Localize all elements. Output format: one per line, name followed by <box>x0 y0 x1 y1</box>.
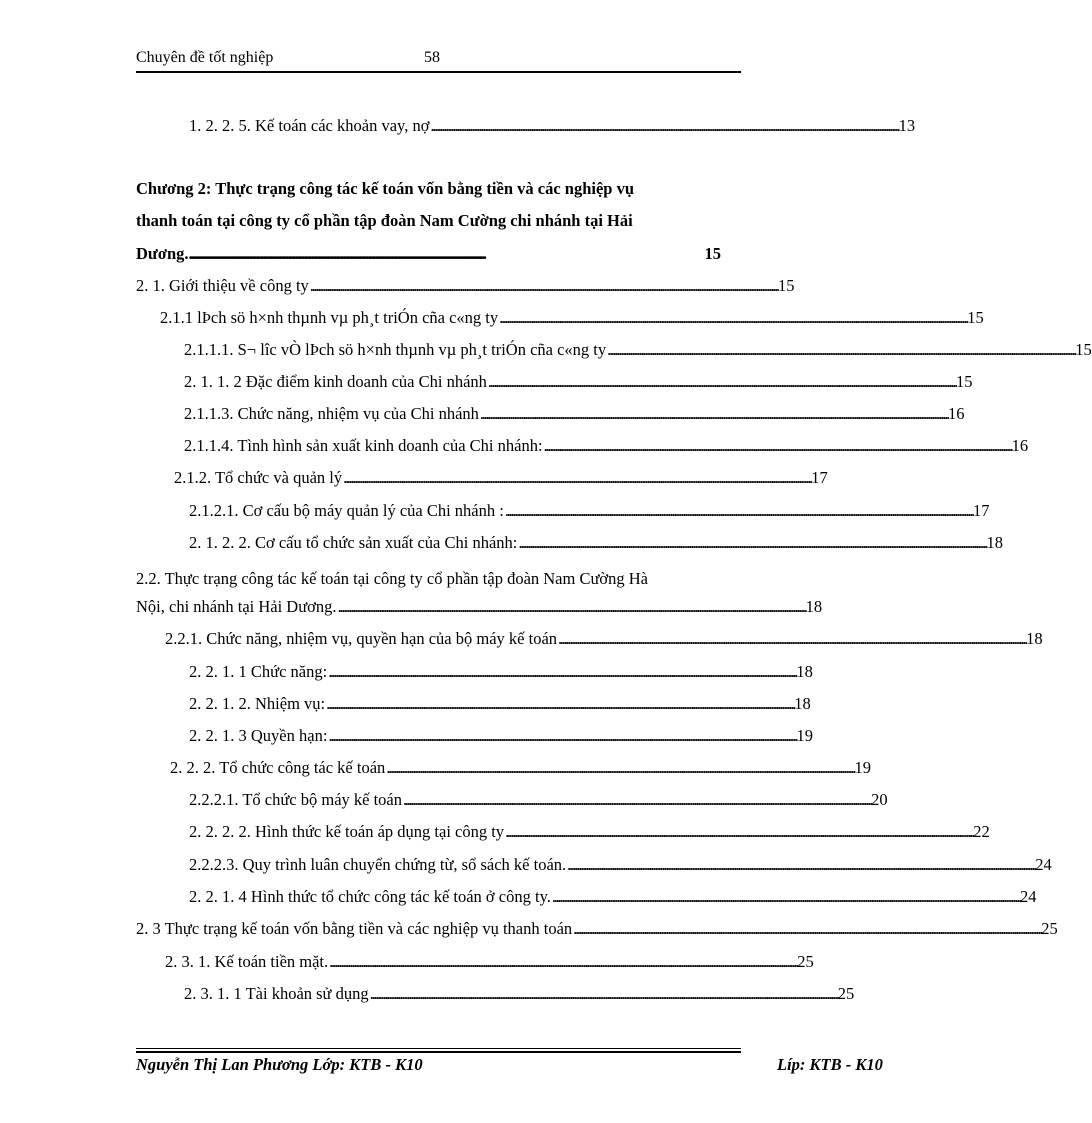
toc-entry-page: 18 <box>794 694 811 713</box>
leader-dots <box>544 434 1011 458</box>
toc-entry-page: 17 <box>811 468 828 487</box>
toc-entry-2-2-2-3[interactable] <box>189 853 1052 877</box>
leader-dots <box>518 531 985 555</box>
footer-author: Nguyễn Thị Lan Phương Lớp: KTB - K10 <box>136 1055 423 1074</box>
toc-entry-page: 25 <box>837 984 855 1003</box>
toc-entry-2-1-1-1[interactable] <box>184 338 1092 362</box>
toc-entry-text: 2. 2. 1. 4 Hình thức tổ chức công tác kế toán ở công ty. <box>189 887 551 906</box>
chapter-page: 15 <box>704 244 721 263</box>
leader-dots <box>552 885 1019 909</box>
toc-entry-2-3-1[interactable] <box>165 950 814 974</box>
leader-dots <box>328 724 795 748</box>
chapter-2-heading-end[interactable] <box>136 241 721 267</box>
toc-entry-text: 2.1.1 lÞch sö h×nh thµnh vµ ph¸t triÓn cña c«ng ty <box>160 308 499 327</box>
footer-class-label: Líp: KTB - K10 <box>777 1055 883 1074</box>
toc-entry-2-2-2[interactable] <box>170 756 871 780</box>
chapter-line-3: Dương. <box>136 244 189 263</box>
toc-entry-1-2-2-5[interactable] <box>189 114 916 138</box>
toc-entry-page: 18 <box>986 533 1003 552</box>
chapter-2-heading[interactable] <box>136 173 741 238</box>
toc-entry-page: 18 <box>796 662 813 681</box>
toc-entry-text: 2. 1. Giới thiệu về công ty <box>136 276 309 295</box>
leader-dots <box>310 274 777 298</box>
toc-entry-text: 2. 2. 2. Tổ chức công tác kế toán <box>170 758 386 777</box>
toc-entry-page: 15 <box>967 308 984 327</box>
toc-entry-text: 2.1.2.1. Cơ cấu bộ máy quản lý của Chi nhánh : <box>189 501 504 520</box>
toc-entry-page: 24 <box>1020 887 1037 906</box>
toc-entry-page: 15 <box>956 372 973 391</box>
toc-entry-text: 2. 2. 1. 2. Nhiệm vụ: <box>189 694 326 713</box>
toc-entry-text: 2. 3. 1. Kế toán tiền mặt. <box>165 952 329 971</box>
toc-entry-page: 16 <box>1011 436 1029 455</box>
toc-entry-text: 2. 1. 2. 2. Cơ cấu tổ chức sản xuất của Chi nhánh: <box>189 533 518 552</box>
toc-entry-2-2-2-1[interactable] <box>189 788 888 812</box>
leader-dots <box>386 756 853 780</box>
header-title: Chuyên đề tốt nghiệp <box>136 49 274 66</box>
toc-entry-page: 18 <box>805 597 823 616</box>
toc-entry-2-1-1-3[interactable] <box>184 402 965 426</box>
toc-entry-2-2[interactable] <box>136 563 741 595</box>
toc-entry-text: 2. 2. 1. 3 Quyền hạn: <box>189 726 328 745</box>
header-page-number: 58 <box>424 49 440 66</box>
toc-entry-page: 18 <box>1026 629 1043 648</box>
toc-entry-2-2-1-3[interactable] <box>189 724 814 748</box>
toc-entry-2-1-1[interactable] <box>160 306 984 330</box>
toc-entry-2-2-cont[interactable] <box>136 595 823 619</box>
leader-dots <box>499 306 966 330</box>
toc-entry-text: 2.1.1.4. Tình hình sản xuất kinh doanh của Chi nhánh: <box>184 436 543 455</box>
leader-dots <box>480 402 947 426</box>
toc-entry-text: 2. 2. 1. 1 Chức năng: <box>189 662 328 681</box>
leader-dots <box>567 853 1034 877</box>
toc-entry-page: 15 <box>777 276 795 295</box>
toc-entry-2-2-1-2[interactable] <box>189 692 811 716</box>
toc-entry-2-1-1-4[interactable] <box>184 434 1029 458</box>
leader-dots <box>189 241 705 267</box>
leader-dots <box>607 338 1074 362</box>
toc-entry-text: 2.2.2.3. Quy trình luân chuyển chứng từ, sổ sách kế toán. <box>189 855 567 874</box>
toc-entry-page: 13 <box>898 116 916 135</box>
toc-entry-text: 1. 2. 2. 5. Kế toán các khoản vay, nợ <box>189 116 430 135</box>
toc-entry-text: 2.1.2. Tổ chức và quản lý <box>174 468 343 487</box>
toc-entry-2-1[interactable] <box>136 274 795 298</box>
toc-entry-text: 2. 3. 1. 1 Tài khoản sử dụng <box>184 984 369 1003</box>
toc-entry-text: 2. 3 Thực trạng kế toán vốn bằng tiền và các nghiệp vụ thanh toán <box>136 919 573 938</box>
leader-dots <box>573 917 1040 941</box>
page-header <box>136 49 741 71</box>
section-2-2-line-1: 2.2. Thực trạng công tác kế toán tại công ty cổ phần tập đoàn Nam Cường Hà <box>136 569 648 588</box>
leader-dots <box>343 466 810 490</box>
toc-entry-page: 15 <box>1075 340 1092 359</box>
toc-entry-2-3-1-1[interactable] <box>184 982 855 1006</box>
toc-entry-text: 2. 1. 1. 2 Đặc điểm kinh doanh của Chi nhánh <box>184 372 487 391</box>
toc-entry-2-1-2[interactable] <box>174 466 828 490</box>
toc-entry-2-1-1-2[interactable] <box>184 370 973 394</box>
leader-dots <box>329 950 796 974</box>
chapter-line-2: thanh toán tại công ty cổ phần tập đoàn Nam Cường chi nhánh tại Hải <box>136 211 633 231</box>
toc-entry-page: 24 <box>1035 855 1052 874</box>
footer-rule-thick <box>136 1051 741 1053</box>
toc-entry-text: 2.1.1.1. S¬ lîc vÒ lÞch sö h×nh thµnh vµ ph¸t triÓn cña c«ng ty <box>184 340 607 359</box>
footer-rule-thin <box>136 1048 741 1049</box>
toc-entry-page: 22 <box>973 822 990 841</box>
toc-entry-page: 25 <box>797 952 814 971</box>
leader-dots <box>505 499 972 523</box>
toc-entry-text: 2. 2. 2. 2. Hình thức kế toán áp dụng tại công ty <box>189 822 505 841</box>
toc-entry-page: 19 <box>796 726 814 745</box>
toc-entry-page: 17 <box>972 501 990 520</box>
leader-dots <box>430 114 897 138</box>
toc-entry-2-1-2-1[interactable] <box>189 499 990 523</box>
toc-entry-page: 19 <box>854 758 871 777</box>
toc-entry-page: 25 <box>1041 919 1058 938</box>
toc-entry-2-2-1-1[interactable] <box>189 660 813 684</box>
header-rule <box>136 71 741 73</box>
toc-entry-text: 2.2.1. Chức năng, nhiệm vụ, quyền hạn của bộ máy kế toán <box>165 629 558 648</box>
section-2-2-line-2: Nội, chi nhánh tại Hải Dương. <box>136 597 337 616</box>
leader-dots <box>328 660 795 684</box>
leader-dots <box>488 370 955 394</box>
toc-entry-page: 20 <box>871 790 888 809</box>
toc-entry-text: 2.2.2.1. Tổ chức bộ máy kế toán <box>189 790 403 809</box>
toc-entry-2-2-2-2[interactable] <box>189 820 990 844</box>
leader-dots <box>338 595 805 619</box>
leader-dots <box>370 982 837 1006</box>
toc-entry-page: 16 <box>948 404 965 423</box>
toc-entry-2-3[interactable] <box>136 917 1058 941</box>
toc-entry-text: 2.1.1.3. Chức năng, nhiệm vụ của Chi nhánh <box>184 404 479 423</box>
leader-dots <box>505 820 972 844</box>
chapter-line-1: Chương 2: Thực trạng công tác kế toán vốn bằng tiền và các nghiệp vụ <box>136 179 635 198</box>
leader-dots <box>558 627 1025 651</box>
toc-entry-2-2-1-4[interactable] <box>189 885 1037 909</box>
toc-entry-2-2-1[interactable] <box>165 627 1043 651</box>
toc-entry-2-1-2-2[interactable] <box>189 531 1003 555</box>
leader-dots <box>403 788 870 812</box>
leader-dots <box>326 692 793 716</box>
